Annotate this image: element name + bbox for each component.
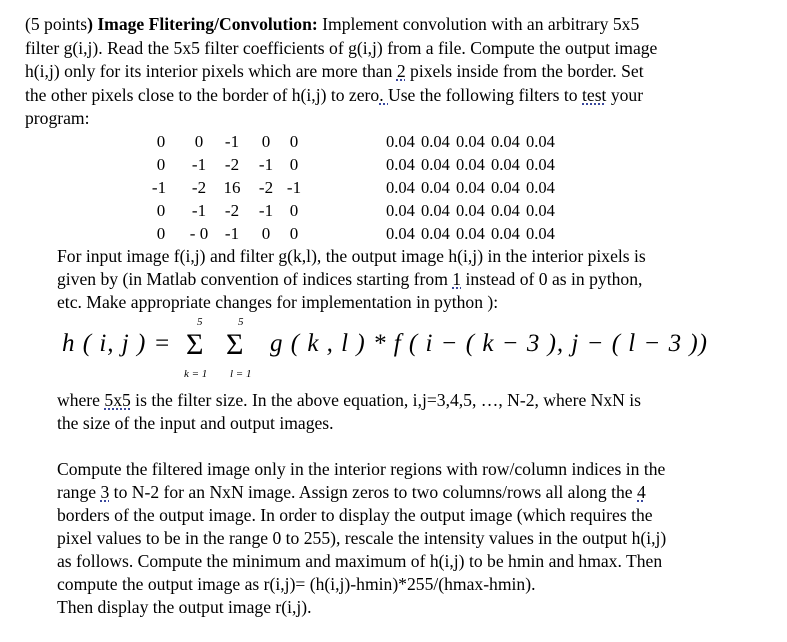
para4-line-6: compute the output image as r(i,j)= (h(i,j)-hmin)*255/(hmax-hmin).	[57, 574, 536, 594]
border-count-number: 4	[637, 482, 646, 502]
sum1-lower-limit: k = 1	[184, 368, 208, 380]
problem-title: ) Image Flitering/Convolution:	[87, 14, 318, 34]
test-word: test	[582, 85, 607, 105]
matrix-row	[140, 153, 320, 176]
matrix-row: 0.04 0.04 0.04 0.04 0.04	[386, 155, 555, 174]
matrix-cell: 0	[261, 132, 271, 151]
equation-rhs: g ( k , l ) * f ( i − ( k − 3 ), j − ( l − 3 ))	[270, 330, 709, 357]
intro-line-3: h(i,j) only for its interior pixels which are more than 2 pixels inside from the border. Set	[25, 61, 644, 81]
summation-symbol-k: Σ	[186, 328, 204, 361]
matrix-cell: 0	[261, 224, 271, 243]
matrix-cell: 0	[194, 132, 204, 151]
para4-line-3: borders of the output image. In order to display the output image (which requires the	[57, 505, 653, 525]
border-pixel-count: 2	[396, 61, 406, 81]
para2-line-1: For input image f(i,j) and filter g(k,l), the output image h(i,j) in the interior pixels is	[57, 246, 646, 266]
intro-line-4: the other pixels close to the border of h(i,j) to zero. Use the following filters to test your	[25, 85, 644, 105]
sum2-lower-limit: l = 1	[230, 368, 252, 380]
para3-line-1: where 5x5 is the filter size. In the above equation, i,j=3,4,5, …, N-2, where NxN is	[57, 390, 642, 410]
sum1-upper-limit: 5	[197, 316, 203, 328]
matrix-cell: 0	[289, 155, 299, 174]
matrix-cell: -1	[191, 155, 207, 174]
intro-line-5: program:	[25, 108, 90, 128]
matrix-row: 0.04 0.04 0.04 0.04 0.04	[386, 201, 555, 220]
para4-line-7: Then display the output image r(i,j).	[57, 597, 312, 617]
para2-line-3: etc. Make appropriate changes for implementation in python ):	[57, 292, 499, 312]
para4-line-1: Compute the filtered image only in the interior regions with row/column indices in the	[57, 459, 666, 479]
filter-size-token: 5x5	[104, 390, 131, 410]
matrix-cell: -1	[258, 201, 274, 220]
matrix-row: 0.04 0.04 0.04 0.04 0.04	[386, 178, 555, 197]
index-start-number: 1	[452, 269, 462, 289]
matrix-cell: -1	[224, 224, 240, 243]
para4-line-2: range 3 to N-2 for an NxN image. Assign zeros to two columns/rows all along the 4	[57, 482, 646, 502]
matrix-cell: -1	[258, 155, 274, 174]
matrix-cell: 0	[156, 155, 166, 174]
para2-line-2: given by (in Matlab convention of indices starting from 1 instead of 0 as in python,	[57, 269, 643, 289]
matrix-cell: 0	[156, 201, 166, 220]
matrix-row	[140, 222, 320, 245]
matrix-row	[140, 199, 320, 222]
matrix-row: 0.04 0.04 0.04 0.04 0.04	[386, 132, 555, 151]
matrix-cell: 0	[156, 224, 166, 243]
sum2-upper-limit: 5	[238, 316, 244, 328]
matrix-cell: -2	[258, 178, 274, 197]
para3-line-2: the size of the input and output images.	[57, 413, 334, 433]
matrix-cell: -1	[286, 178, 302, 197]
range-start-number: 3	[100, 482, 110, 502]
intro-line-1	[25, 13, 639, 35]
matrix-cell: -2	[224, 201, 240, 220]
para4-line-4: pixel values to be in the range 0 to 255), rescale the intensity values in the output h(i,j)	[57, 528, 667, 548]
matrix-cell: 0	[289, 224, 299, 243]
matrix-cell: -2	[191, 178, 207, 197]
matrix-cell: -1	[151, 178, 167, 197]
intro-text: Implement convolution with an arbitrary 5x5	[317, 14, 640, 34]
matrix-cell: - 0	[189, 224, 209, 243]
matrix-cell: 0	[289, 201, 299, 220]
filter-matrix-laplacian	[140, 130, 320, 245]
equation-lhs: h ( i, j ) =	[62, 330, 172, 357]
summation-symbol-l: Σ	[226, 328, 244, 361]
points-label: (5 points	[25, 14, 88, 34]
matrix-cell: -2	[224, 155, 240, 174]
matrix-row: 0.04 0.04 0.04 0.04 0.04	[386, 224, 555, 243]
matrix-cell: -1	[191, 201, 207, 220]
para4-line-5: as follows. Compute the minimum and maximum of h(i,j) to be hmin and hmax. Then	[57, 551, 663, 571]
matrix-cell: 16	[223, 178, 241, 197]
matrix-row	[140, 176, 320, 199]
intro-line-2: filter g(i,j). Read the 5x5 filter coefficients of g(i,j) from a file. Compute the output image	[25, 38, 658, 58]
matrix-cell: 0	[156, 132, 166, 151]
matrix-row	[140, 130, 320, 153]
matrix-cell: -1	[224, 132, 240, 151]
spelling-mark: .	[379, 85, 388, 105]
matrix-cell: 0	[289, 132, 299, 151]
